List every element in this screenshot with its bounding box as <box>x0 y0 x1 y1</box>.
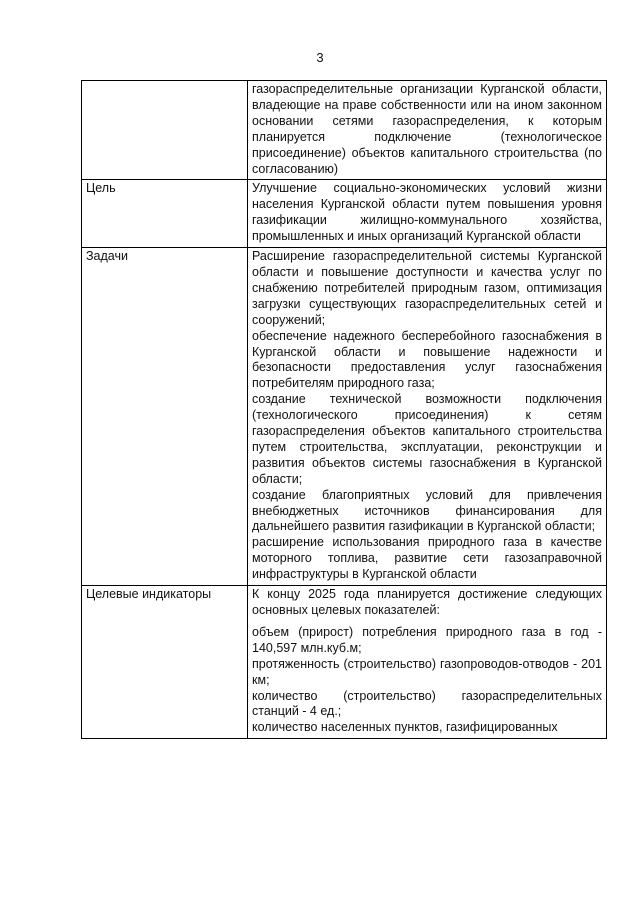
paragraph: Улучшение социально-экономических условий жизни населения Курганской области путем повышения уровня газификации жилищно-коммунального хозяйства, промышленных и иных организаций Курганской области <box>252 181 602 244</box>
table-row-goal <box>82 180 607 248</box>
paragraph: газораспределительные организации Курганской области, владеющие на праве собственности или на ином законном основании сетями газораспределения, к которым планируется подключение (технологическое присоединение) объектов капитального строительства (по согласованию) <box>252 82 602 176</box>
paragraph: К концу 2025 года планируется достижение следующих основных целевых показателей: <box>252 587 602 617</box>
paragraph: обеспечение надежного бесперебойного газоснабжения в Курганской области и повышение надежности и безопасности предоставления услуг газоснабжения потребителям природного газа; <box>252 328 602 391</box>
row-label: Цель <box>82 180 248 248</box>
table-row-indicators <box>82 586 607 739</box>
row-value <box>248 180 607 248</box>
row-value <box>248 248 607 586</box>
page-number: 3 <box>316 50 324 65</box>
row-label: Целевые индикаторы <box>82 586 248 739</box>
table-row-tasks <box>82 248 607 586</box>
paragraph: создание технической возможности подключения (технологического присоединения) к сетям газораспределения объектов капитального строительства путем строительства, эксплуатации, реконструкции и развития объектов системы газоснабжения в Курганской области; <box>252 392 602 486</box>
program-passport-table <box>81 80 607 739</box>
paragraph: объем (прирост) потребления природного газа в год - 140,597 млн.куб.м; <box>252 624 602 655</box>
row-label <box>82 81 248 180</box>
paragraph: создание благоприятных условий для привлечения внебюджетных источников финансирования для дальнейшего развития газификации в Курганской области; <box>252 487 602 534</box>
paragraph: протяженность (строительство) газопроводов-отводов - 201 км; <box>252 656 602 687</box>
paragraph: расширение использования природного газа в качестве моторного топлива, развитие сети газозаправочной инфраструктуры в Курганской области <box>252 535 602 582</box>
table-row-participants <box>82 81 607 180</box>
row-value <box>248 586 607 739</box>
paragraph: количество населенных пунктов, газифицированных <box>252 720 558 735</box>
row-value <box>248 81 607 180</box>
paragraph: количество (строительство) газораспределительных станций - 4 ед.; <box>252 688 602 719</box>
row-label: Задачи <box>82 248 248 586</box>
paragraph: Расширение газораспределительной системы Курганской области и повышение доступности и качества услуг по снабжению потребителей природным газом, оптимизация загрузки существующих газораспределительных сетей и сооружений; <box>252 249 602 327</box>
